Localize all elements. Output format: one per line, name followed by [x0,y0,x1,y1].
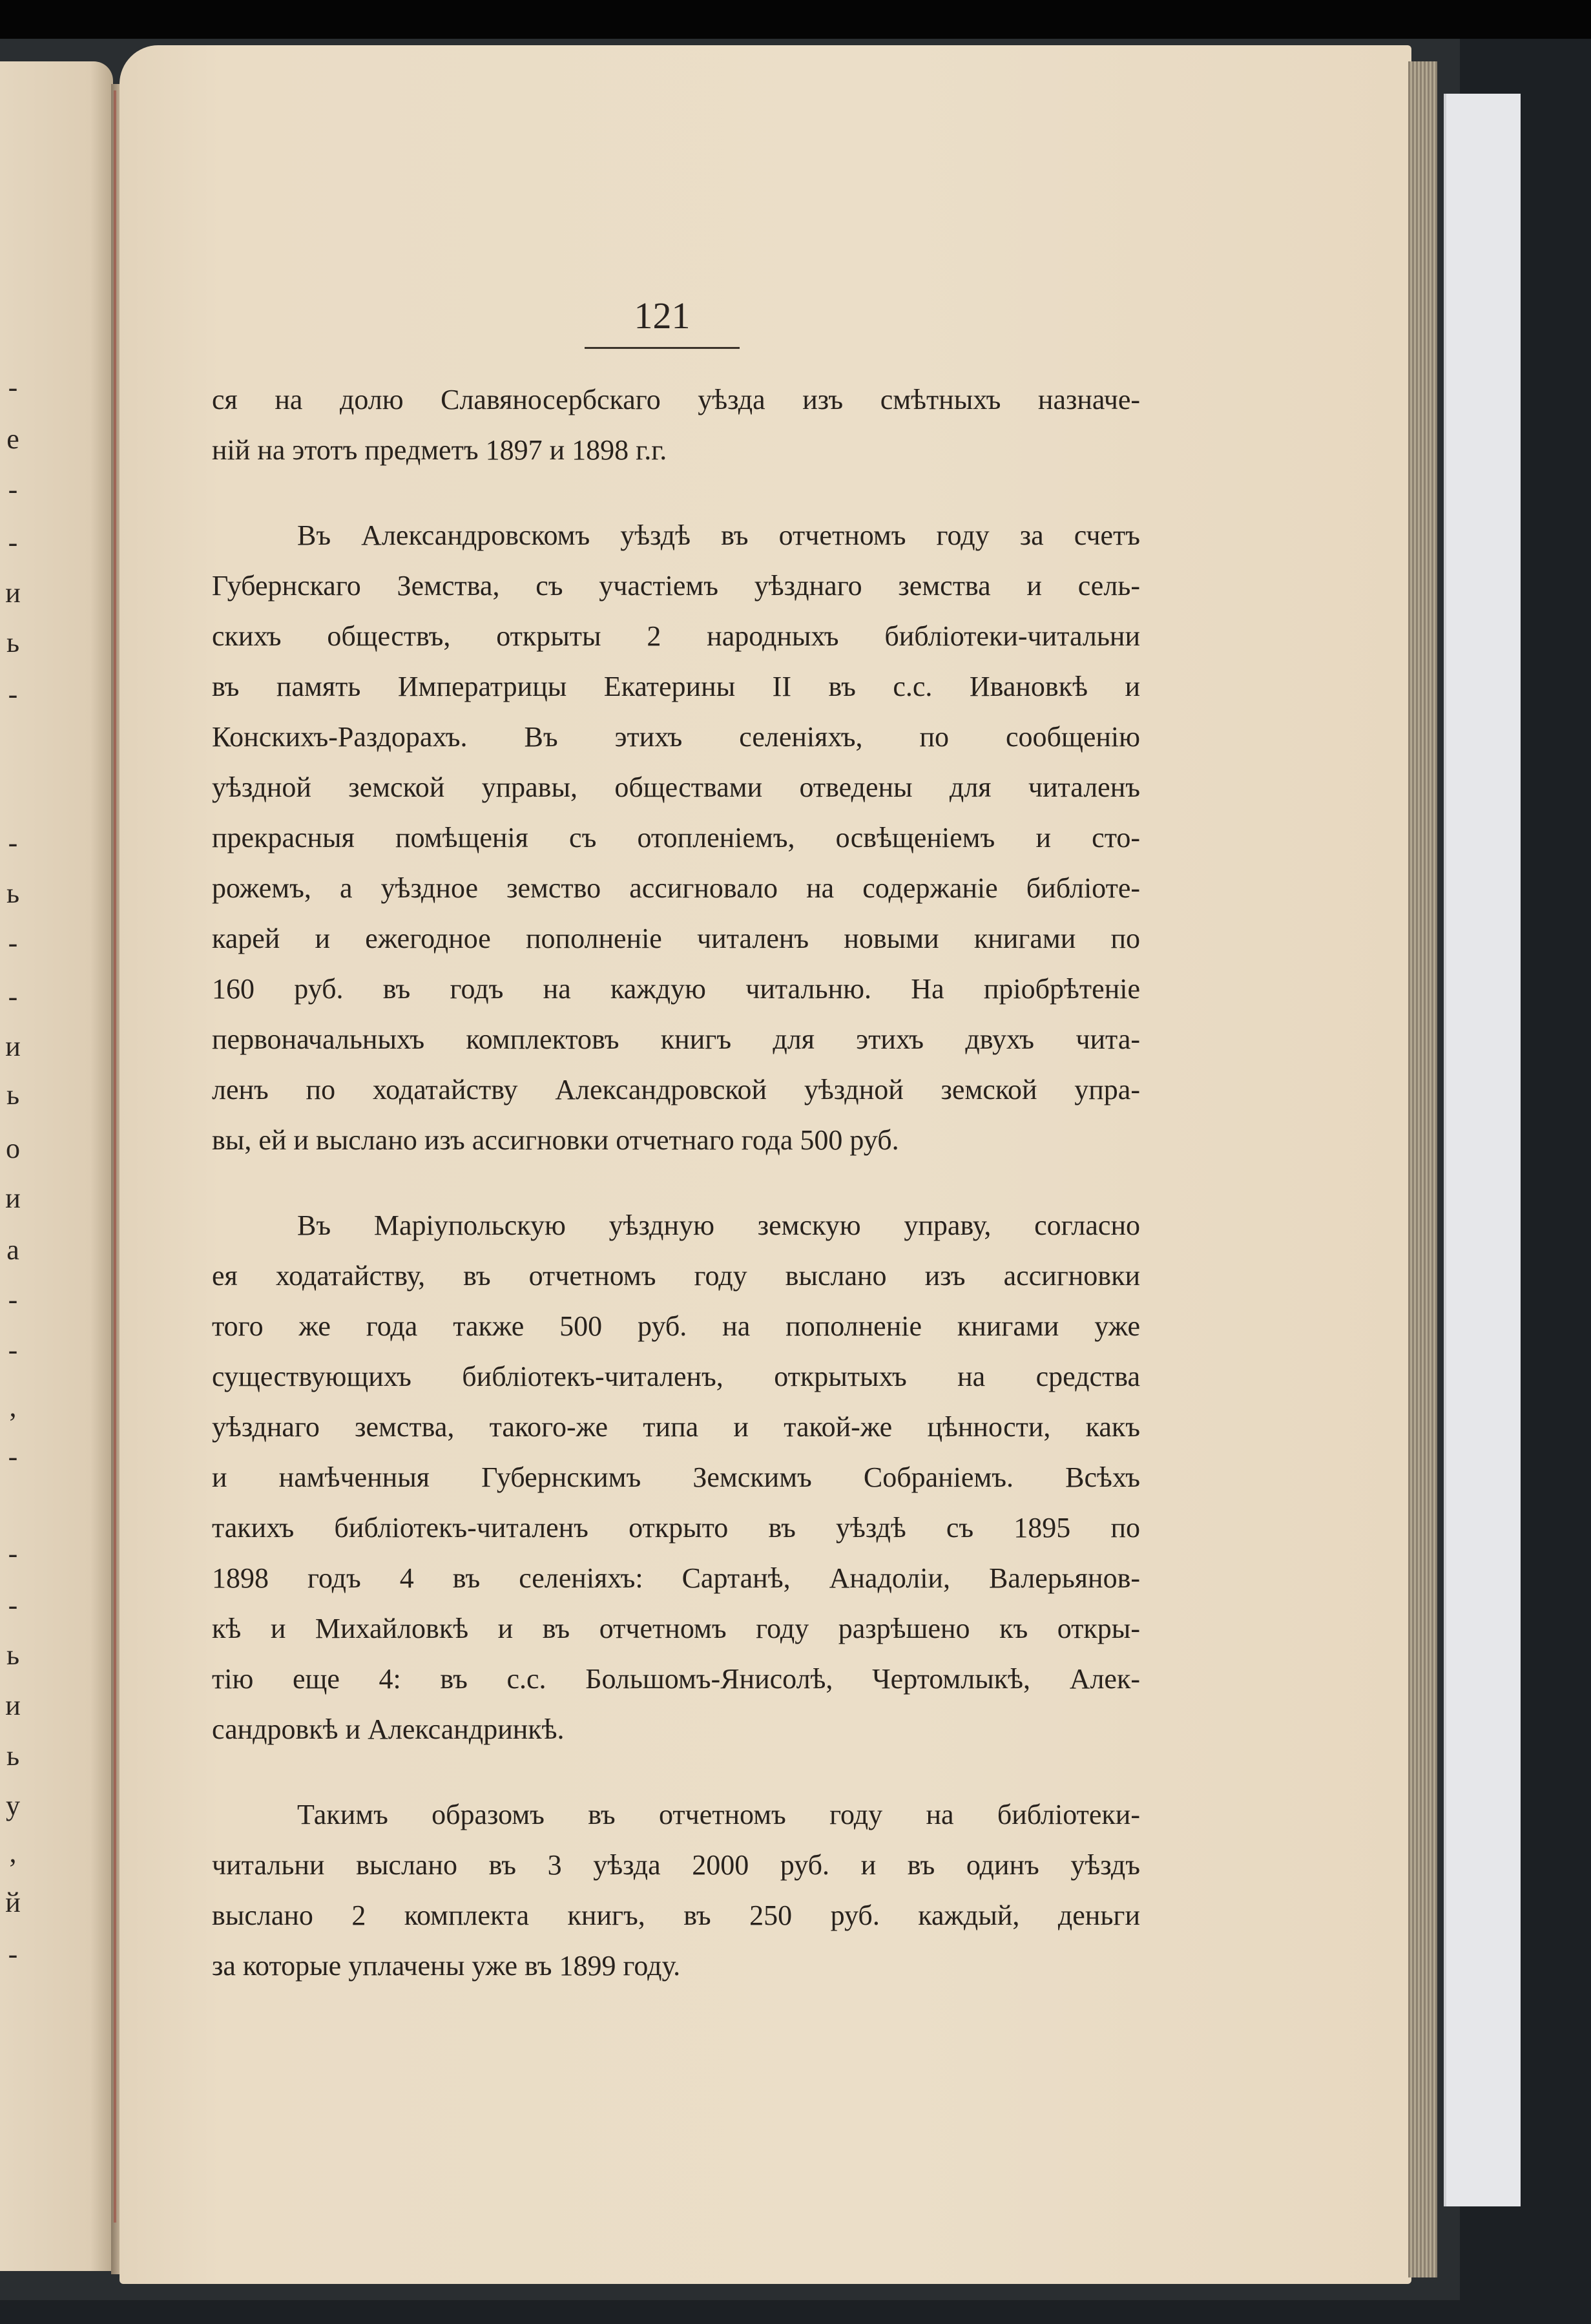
page-edge-red [114,90,116,2223]
paragraph [212,510,1140,1166]
left-page-margin-char: ь [6,627,20,658]
text-line: за которые уплачены уже въ 1899 году. [212,1950,681,1982]
text-line: такихъ библіотекъ-читаленъ открыто въ уѣздѣ съ 1895 по [212,1512,1140,1544]
text-line: ній на этотъ предметъ 1897 и 1898 г.г. [212,434,667,466]
left-page-margin-char: e [6,423,19,455]
left-page-margin-char: о [6,1133,20,1164]
left-page-margin-char: и [5,577,21,609]
text-line: ся на долю Славяносербскаго уѣзда изъ смѣтныхъ назначе- [212,384,1140,415]
left-page-margin-char: - [8,1938,18,1970]
text-line: рожемъ, а уѣздное земство ассигновало на содержаніе библіоте- [212,872,1140,904]
left-page [0,61,113,2271]
left-page-margin-char: й [5,1887,21,1918]
text-line: читальни выслано въ 3 уѣзда 2000 руб. и въ одинъ уѣздъ [212,1849,1140,1881]
left-page-margin-char: у [6,1790,20,1821]
text-line: прекрасныя помѣщенія съ отопленіемъ, освѣщеніемъ и сто- [212,822,1140,853]
text-line: и намѣченныя Губернскимъ Земскимъ Собраніемъ. Всѣхъ [212,1461,1140,1493]
paragraph [212,375,1140,476]
text-line: ленъ по ходатайству Александровской уѣздной земской упра- [212,1074,1140,1105]
left-page-margin-char: - [8,1441,18,1472]
text-line: Въ Александровскомъ уѣздѣ въ отчетномъ году за счетъ [297,519,1140,551]
left-page-margin-char: ь [6,1740,20,1772]
text-line: вы, ей и выслано изъ ассигновки отчетнаго года 500 руб. [212,1124,899,1156]
page-number: 121 [634,295,691,337]
text-line: того же года также 500 руб. на пополненіе книгами уже [212,1310,1140,1342]
left-page-margin-char: , [9,1837,17,1869]
left-page-margin-char: - [8,527,18,558]
text-line: Такимъ образомъ въ отчетномъ году на библіотеки- [297,1799,1140,1830]
page-stack-edges [1408,61,1437,2277]
left-page-margin-char: ь [6,877,20,909]
left-page-margin-char: и [5,1182,21,1214]
left-page-margin-char: - [8,1334,18,1366]
text-line: уѣзднаго земства, такого-же типа и такой-же цѣнности, какъ [212,1411,1140,1443]
left-page-margin-char: и [5,1690,21,1721]
text-line: Конскихъ-Раздорахъ. Въ этихъ селеніяхъ, по сообщенію [212,721,1140,753]
paper-strip [1444,94,1521,2206]
text-line: 1898 годъ 4 въ селеніяхъ: Сартанѣ, Анадоліи, Валерьянов- [212,1562,1140,1594]
left-page-margin-char: ь [6,1079,20,1111]
text-line: Въ Маріупольскую уѣздную земскую управу, согласно [297,1209,1140,1241]
text-line: существующихъ библіотекъ-читаленъ, открытыхъ на средства [212,1361,1140,1392]
left-page-margin-char: ь [6,1639,20,1671]
text-line: первоначальныхъ комплектовъ книгъ для этихъ двухъ чита- [212,1023,1140,1055]
left-page-margin-char: - [8,372,18,403]
left-page-margin-char: - [8,981,18,1012]
page-number-rule [585,347,740,349]
text-line: тію еще 4: въ с.с. Большомъ-Янисолѣ, Чертомлыкѣ, Алек- [212,1663,1140,1695]
text-line: выслано 2 комплекта книгъ, въ 250 руб. каждый, деньги [212,1900,1140,1931]
left-page-margin-char: и [5,1031,21,1062]
left-page-margin-char: - [8,1284,18,1315]
scan-top-band [0,0,1591,39]
text-line: 160 руб. въ годъ на каждую читальню. На пріобрѣтеніе [212,973,1140,1005]
left-page-margin-char: - [8,678,18,710]
left-page-margin-char: - [8,827,18,859]
text-line: сандровкѣ и Александринкѣ. [212,1713,565,1745]
text-line: карей и ежегодное пополненіе читаленъ новыми книгами по [212,923,1140,954]
left-page-margin-char: - [8,474,18,505]
left-page-margin-char: - [8,1589,18,1621]
text-line: Губернскаго Земства, съ участіемъ уѣзднаго земства и сель- [212,570,1140,602]
left-page-margin-char: , [9,1391,17,1423]
text-line: ея ходатайству, въ отчетномъ году выслано изъ ассигновки [212,1260,1140,1292]
page-body [212,375,1140,1991]
paragraph [212,1790,1140,1991]
text-line: скихъ обществъ, открыты 2 народныхъ библіотеки-читальни [212,620,1140,652]
text-line: уѣздной земской управы, обществами отведены для читаленъ [212,771,1140,803]
text-line: въ память Императрицы Екатерины II въ с.с. Ивановкѣ и [212,671,1140,702]
left-page-margin-char: - [8,927,18,959]
paragraph [212,1200,1140,1755]
left-page-margin-char: - [8,1538,18,1569]
text-line: кѣ и Михайловкѣ и въ отчетномъ году разрѣшено къ откры- [212,1613,1140,1644]
left-page-margin-char: а [6,1234,19,1266]
